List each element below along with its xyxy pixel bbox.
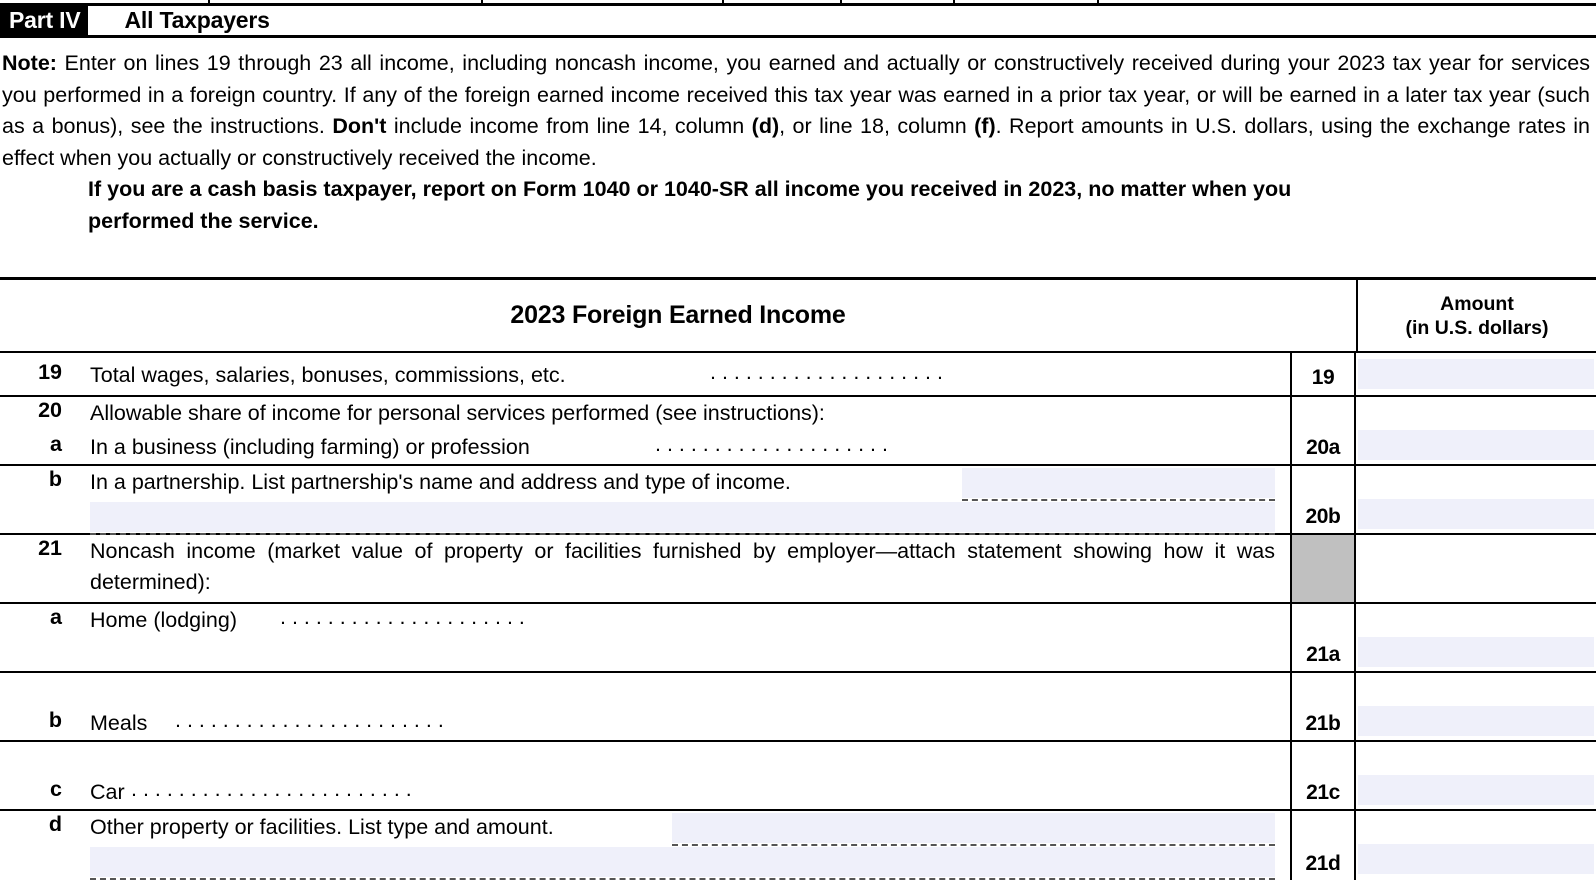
table-header-row [0, 280, 1596, 353]
row-21-description [0, 535, 1290, 602]
row-19-description [0, 353, 1290, 395]
table-row [0, 604, 1596, 673]
cash-basis-note [2, 174, 1504, 237]
row-20b-description [0, 466, 1290, 533]
row-21a-line-letter: a [50, 605, 62, 629]
table-header-title: 2023 Foreign Earned Income [510, 301, 846, 329]
cash-basis-line-2: performed the service. [88, 208, 319, 233]
row-20-line-number: 20 [38, 398, 62, 422]
note-bold-column-f: (f) [974, 114, 996, 138]
row-20b-label: In a partnership. List partnership's name and address and type of income. [90, 470, 791, 494]
row-21b-description [0, 673, 1290, 740]
row-19-amount-input[interactable] [1358, 359, 1594, 389]
row-20a-label: In a business (including farming) or profession [90, 435, 530, 459]
note-body-part-2: include income from line 14, column [386, 114, 752, 138]
table-row [0, 466, 1596, 535]
row-20b-partnership-input-1[interactable] [962, 468, 1275, 498]
table-header-amount [1356, 280, 1596, 351]
row-20a-box-label: 20a [1306, 436, 1340, 459]
row-21-box-number-cell [1290, 535, 1356, 602]
row-21c-dot-leader: . . . . . . . . . . . . . . . . . . . . . . . . [131, 777, 412, 801]
note-body-part-4: . Report amounts in U.S. dollars, using the exchange rates in effect when you actually or constructively received the income. [2, 114, 1591, 170]
row-19-box-label: 19 [1311, 366, 1335, 389]
row-21-label: Noncash income (market value of property or facilities furnished by employer—attach statement showing how it was determined): [90, 539, 1275, 594]
row-21d-description [0, 811, 1290, 880]
row-20b-box-number-cell [1290, 466, 1356, 533]
row-20a-amount-input[interactable] [1358, 430, 1594, 460]
note-paragraph [2, 48, 1590, 174]
row-20-label: Allowable share of income for personal services performed (see instructions): [90, 401, 825, 425]
row-19-label: Total wages, salaries, bonuses, commissions, etc. [90, 363, 566, 387]
row-21-shaded-block [1292, 535, 1354, 602]
row-21d-amount-cell[interactable] [1356, 811, 1594, 880]
row-20-description [0, 397, 1290, 464]
row-20b-amount-input[interactable] [1358, 499, 1594, 529]
row-21c-amount-cell[interactable] [1356, 742, 1594, 809]
row-21a-box-number-cell [1290, 604, 1356, 671]
row-21b-amount-cell[interactable] [1356, 673, 1594, 740]
row-21b-box-number-cell [1290, 673, 1356, 740]
row-20b-line-letter: b [48, 467, 62, 491]
note-block [2, 48, 1594, 237]
part-title: All Taxpayers [124, 7, 270, 33]
note-body-part-3: , or line 18, column [779, 114, 975, 138]
row-20b-partnership-input-2[interactable] [90, 502, 1275, 532]
table-row [0, 535, 1596, 604]
row-21d-other-property-input-1[interactable] [672, 813, 1275, 843]
part-number-tag: Part IV [0, 6, 88, 35]
table-row [0, 742, 1596, 811]
row-19-dot-leader: . . . . . . . . . . . . . . . . . . . . [710, 360, 943, 384]
row-21c-box-label: 21c [1306, 781, 1340, 804]
row-21c-description [0, 742, 1290, 809]
row-19-box-number-cell [1290, 353, 1356, 395]
row-21b-line-letter: b [48, 708, 62, 732]
foreign-earned-income-table [0, 277, 1596, 880]
part-iv-banner [0, 6, 1596, 38]
row-21d-label: Other property or facilities. List type and amount. [90, 815, 554, 839]
table-row [0, 353, 1596, 397]
row-19-amount-cell[interactable] [1356, 353, 1594, 395]
amount-header-line-2: (in U.S. dollars) [1405, 316, 1549, 339]
cash-basis-line-1: If you are a cash basis taxpayer, report on Form 1040 or 1040-SR all income you received in 2023, no matter when you [88, 177, 1292, 201]
note-label: Note: [2, 51, 57, 75]
row-21c-amount-input[interactable] [1358, 775, 1594, 805]
row-20b-amount-cell[interactable] [1356, 466, 1594, 533]
table-row [0, 673, 1596, 742]
row-20a-dot-leader: . . . . . . . . . . . . . . . . . . . . [655, 432, 888, 456]
row-21a-dot-leader: . . . . . . . . . . . . . . . . . . . . . [280, 605, 525, 629]
table-row [0, 811, 1596, 880]
row-21c-box-number-cell [1290, 742, 1356, 809]
row-21b-dot-leader: . . . . . . . . . . . . . . . . . . . . . . . [175, 708, 444, 732]
row-21b-box-label: 21b [1305, 712, 1341, 735]
row-21d-box-label: 21d [1305, 852, 1341, 875]
row-21a-amount-cell[interactable] [1356, 604, 1594, 671]
row-21b-label: Meals [90, 711, 148, 735]
row-21a-box-label: 21a [1306, 643, 1340, 666]
row-21d-amount-input[interactable] [1358, 844, 1594, 874]
row-20b-dash-rule-1 [962, 499, 1275, 501]
row-21c-label: Car [90, 780, 125, 804]
row-21d-line-letter: d [48, 812, 62, 836]
row-21-amount-cell [1356, 535, 1594, 602]
row-21d-box-number-cell [1290, 811, 1356, 880]
row-21b-amount-input[interactable] [1358, 706, 1594, 736]
row-21-line-number: 21 [38, 536, 62, 560]
note-bold-column-d: (d) [751, 114, 780, 138]
row-21d-dash-rule-1 [672, 844, 1275, 846]
row-20a-box-number-cell [1290, 397, 1356, 464]
note-bold-dont: Don't [332, 114, 387, 138]
row-20a-amount-cell[interactable] [1356, 397, 1594, 464]
row-20a-line-letter: a [50, 432, 62, 456]
row-21a-amount-input[interactable] [1358, 637, 1594, 667]
row-19-line-number: 19 [38, 360, 62, 384]
row-21a-label: Home (lodging) [90, 608, 237, 632]
row-21d-other-property-input-2[interactable] [90, 847, 1275, 877]
amount-header-line-1: Amount [1440, 292, 1514, 315]
table-row [0, 397, 1596, 466]
note-body-part-1: Enter on lines 19 through 23 all income, including noncash income, you earned and actually or constructively received during your 2023 tax year for services you performed in a foreign country. If any of the foreign earned income received this tax year was earned in a prior tax year, or will be earned in a later tax year (such as a bonus), see the instructions. [2, 51, 1590, 138]
row-20b-box-label: 20b [1305, 505, 1341, 528]
row-21a-description [0, 604, 1290, 671]
row-21c-line-letter: c [50, 777, 62, 801]
